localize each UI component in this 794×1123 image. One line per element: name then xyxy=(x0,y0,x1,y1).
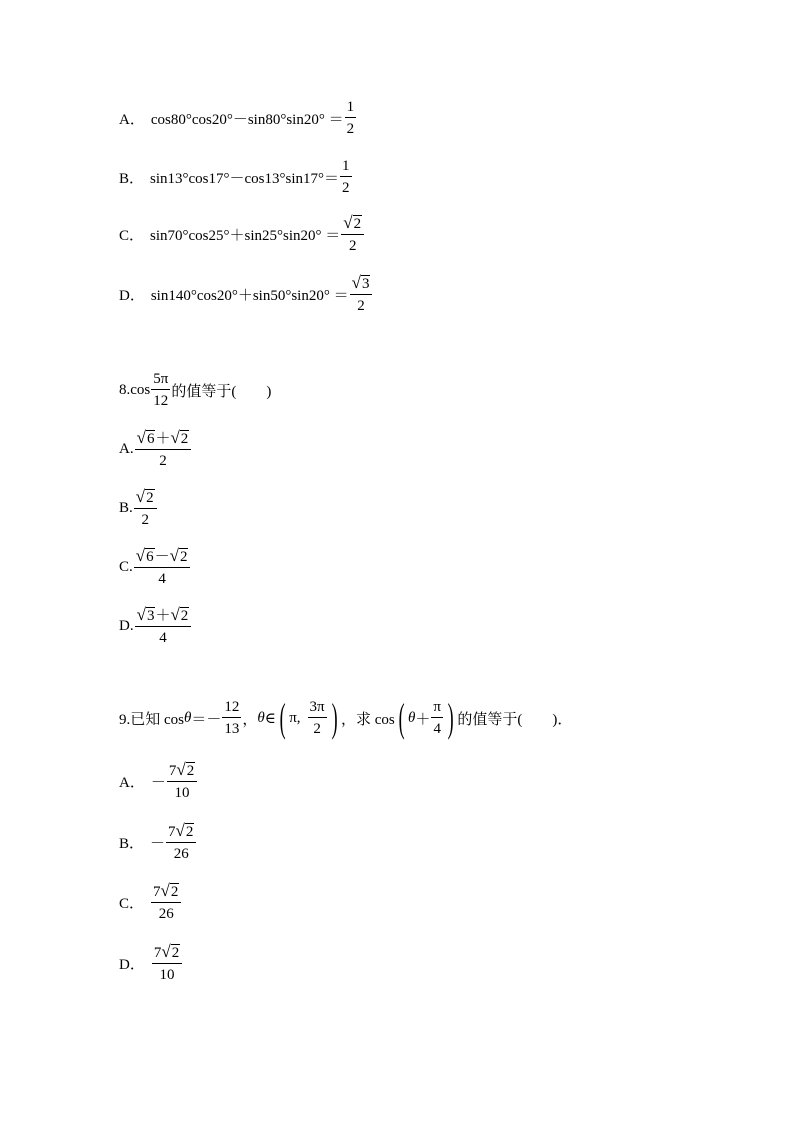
left-paren-icon: ( xyxy=(398,695,405,740)
radical-sign-icon: √ xyxy=(135,546,146,565)
option-label: D． xyxy=(119,957,145,973)
denominator: 26 xyxy=(158,906,174,922)
radical-sign-icon: √ xyxy=(136,605,146,624)
coefficient: 7 xyxy=(153,945,162,961)
radicand: 2 xyxy=(170,884,179,900)
q9-option-b[interactable] xyxy=(119,822,197,863)
stem-prefix: 9.已知 cos xyxy=(119,711,184,728)
sqrt xyxy=(170,429,189,447)
sqrt xyxy=(161,882,180,900)
numerator xyxy=(166,822,196,843)
option-label: D. xyxy=(119,618,134,634)
denominator: 4 xyxy=(159,630,167,646)
numerator xyxy=(135,429,192,450)
element-of-sign: ∈ xyxy=(264,710,276,727)
sqrt xyxy=(136,488,155,506)
fraction xyxy=(431,698,443,738)
radical-sign-icon: √ xyxy=(351,273,361,292)
option-expression: sin70°cos25°＋sin25°sin20° ＝ xyxy=(150,228,341,244)
coefficient: 7 xyxy=(153,884,161,900)
numerator: 5π xyxy=(151,370,170,390)
fraction xyxy=(167,761,197,802)
radical-sign-icon: √ xyxy=(343,213,353,232)
denominator: 10 xyxy=(159,967,175,983)
fraction xyxy=(135,606,192,647)
numerator: π xyxy=(431,698,443,718)
sqrt xyxy=(343,214,362,232)
option-label: B． xyxy=(119,836,145,852)
radical-sign-icon: √ xyxy=(170,605,180,624)
numerator xyxy=(152,943,182,964)
radical-sign-icon: √ xyxy=(136,428,146,447)
q9-option-d[interactable] xyxy=(119,943,183,984)
denominator: 10 xyxy=(174,785,190,801)
option-label: C． xyxy=(119,896,145,912)
denominator: 2 xyxy=(342,180,350,196)
operator: ＋ xyxy=(155,431,171,447)
equals-sign: ＝－ xyxy=(191,711,222,728)
numerator xyxy=(134,488,157,509)
interval-start: π, xyxy=(289,709,301,726)
denominator: 26 xyxy=(173,846,189,862)
option-expression: cos80°cos20°－sin80°sin20° ＝ xyxy=(150,111,344,128)
radical-sign-icon: √ xyxy=(175,821,185,840)
numerator xyxy=(341,214,364,235)
numerator xyxy=(350,274,373,295)
radicand: 2 xyxy=(179,549,188,565)
fraction xyxy=(340,157,352,197)
minus-sign: － xyxy=(150,775,166,791)
numerator: 3π xyxy=(308,698,327,718)
radicand: 3 xyxy=(146,608,155,624)
denominator: 2 xyxy=(159,453,167,469)
theta-symbol: θ xyxy=(257,709,265,726)
radicand: 2 xyxy=(146,490,154,506)
coefficient: 7 xyxy=(168,824,176,840)
comma: ， xyxy=(242,711,258,728)
left-paren-icon: ( xyxy=(279,695,286,740)
sqrt xyxy=(137,429,156,447)
fraction xyxy=(308,698,327,738)
fraction xyxy=(151,370,170,410)
q9-stem xyxy=(119,695,573,740)
radicand: 3 xyxy=(361,276,370,292)
denominator: 2 xyxy=(348,238,357,254)
radicand: 6 xyxy=(146,431,155,447)
plus-sign: ＋ xyxy=(415,711,431,728)
radical-sign-icon: √ xyxy=(161,942,171,961)
radical-sign-icon: √ xyxy=(170,428,180,447)
numerator xyxy=(167,761,197,782)
operator: ＋ xyxy=(155,608,171,624)
option-label: C． xyxy=(119,228,145,244)
denominator: 12 xyxy=(153,393,169,409)
denominator: 2 xyxy=(141,512,149,528)
minus-sign: － xyxy=(150,836,166,852)
option-label: A． xyxy=(119,111,145,128)
q8-option-b[interactable] xyxy=(119,488,158,529)
sqrt xyxy=(176,822,195,840)
option-label: A． xyxy=(119,775,145,791)
radicand: 2 xyxy=(180,608,189,624)
fraction xyxy=(166,822,196,863)
denominator: 4 xyxy=(433,721,441,737)
denominator: 2 xyxy=(313,721,321,737)
fraction xyxy=(151,882,181,923)
sqrt xyxy=(137,606,156,624)
q7-option-a[interactable] xyxy=(119,98,357,138)
option-label: D． xyxy=(119,288,145,304)
denominator: 2 xyxy=(357,298,365,314)
sqrt xyxy=(352,274,371,292)
sqrt xyxy=(136,547,155,565)
fraction xyxy=(345,98,357,138)
numerator: 1 xyxy=(340,157,352,177)
q7-option-d[interactable] xyxy=(119,274,373,315)
denominator: 2 xyxy=(346,121,355,137)
option-label: B. xyxy=(119,500,133,516)
radicand: 2 xyxy=(186,763,195,779)
q7-option-c[interactable] xyxy=(119,214,365,255)
q8-option-a[interactable] xyxy=(119,429,192,470)
theta-symbol: θ xyxy=(408,709,416,726)
stem-suffix: 的值等于( )． xyxy=(457,711,573,728)
stem-suffix: 的值等于( ) xyxy=(171,383,272,400)
fraction xyxy=(134,488,157,529)
denominator: 4 xyxy=(158,571,166,587)
fraction xyxy=(341,214,364,255)
radicand: 6 xyxy=(146,549,154,565)
radicand: 2 xyxy=(171,945,180,961)
q7-option-b[interactable] xyxy=(119,157,353,197)
radical-sign-icon: √ xyxy=(160,881,170,900)
radical-sign-icon: √ xyxy=(169,546,179,565)
q8-stem xyxy=(119,370,271,410)
sqrt xyxy=(170,606,189,624)
numerator xyxy=(134,547,191,568)
sqrt xyxy=(161,943,180,961)
operator: － xyxy=(154,549,170,565)
q9-option-a[interactable] xyxy=(119,761,198,802)
option-label: C. xyxy=(119,559,133,575)
denominator: 13 xyxy=(224,721,240,737)
numerator: 1 xyxy=(345,98,357,118)
radical-sign-icon: √ xyxy=(135,487,146,506)
fraction xyxy=(350,274,373,315)
option-expression: sin140°cos20°＋sin50°sin20° ＝ xyxy=(150,288,349,304)
radical-sign-icon: √ xyxy=(176,760,186,779)
radicand: 2 xyxy=(185,824,194,840)
coefficient: 7 xyxy=(168,763,177,779)
stem-middle: ，求 cos xyxy=(340,711,395,728)
q8-option-d[interactable] xyxy=(119,606,192,647)
stem-prefix: 8.cos xyxy=(119,381,151,398)
radicand: 2 xyxy=(353,216,362,232)
right-paren-icon: ) xyxy=(447,695,454,740)
sqrt xyxy=(170,547,189,565)
fraction xyxy=(152,943,182,984)
option-expression: sin13°cos17°－cos13°sin17°＝ xyxy=(150,170,340,187)
theta-symbol: θ xyxy=(184,709,192,726)
fraction xyxy=(134,547,191,588)
sqrt xyxy=(176,761,195,779)
radicand: 2 xyxy=(180,431,189,447)
numerator xyxy=(151,882,181,903)
option-label: B． xyxy=(119,170,145,187)
numerator xyxy=(135,606,192,627)
q8-option-c[interactable] xyxy=(119,547,191,588)
option-label: A. xyxy=(119,441,134,457)
right-paren-icon: ) xyxy=(331,695,338,740)
fraction xyxy=(135,429,192,470)
numerator: 12 xyxy=(222,698,241,718)
q9-option-c[interactable] xyxy=(119,882,182,923)
fraction xyxy=(222,698,241,738)
